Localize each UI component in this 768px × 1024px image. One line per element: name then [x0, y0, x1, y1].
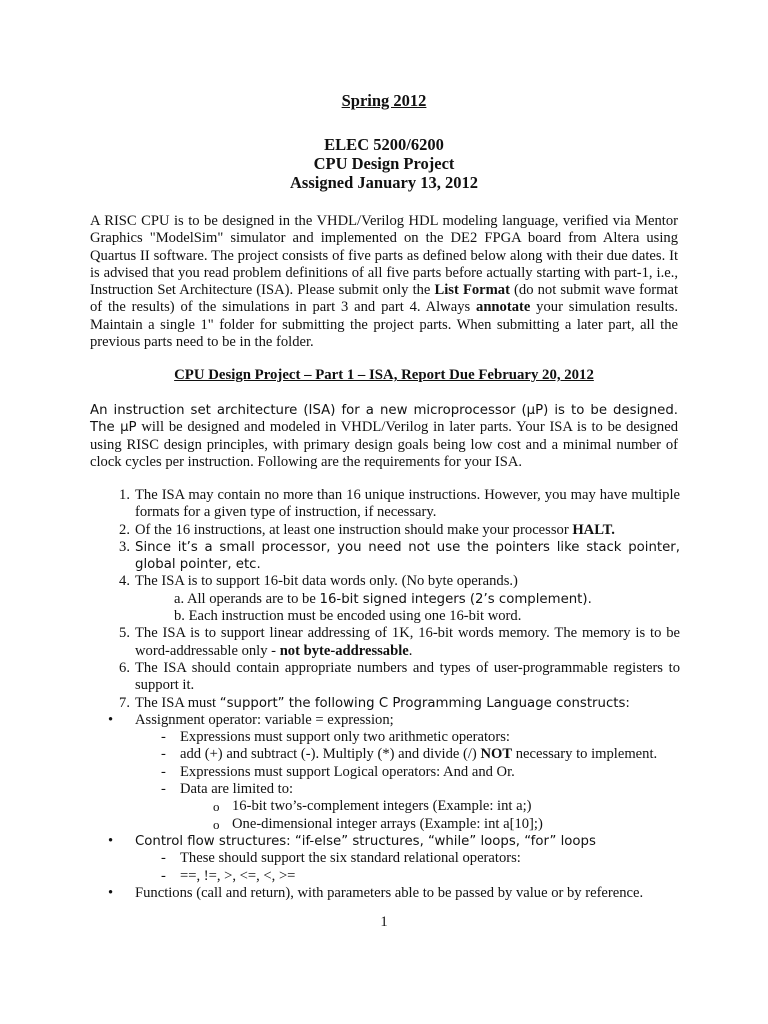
dash-item [161, 746, 680, 763]
sub-item-text: a. All operands are to be [174, 590, 320, 607]
intro-text-3: your simulation results. Maintain a single 1" folder for submitting the project parts. When submitting a later part, all the previous parts need to be in the folder. [90, 299, 678, 351]
circle-bullet-icon: o [213, 816, 220, 832]
dash-text: These should support the six standard relational operators: [180, 850, 521, 867]
assigned-heading: Assigned January 13, 2012 [290, 173, 478, 192]
list-item-text-sans: “support” the following C Programming Language constructs: [219, 695, 630, 711]
intro-bold-annotate: annotate [476, 299, 531, 316]
dash-icon: - [161, 746, 166, 763]
sub-item-text-sans: 16-bit signed integers (2’s complement). [319, 591, 592, 607]
bullet-item [108, 712, 680, 729]
list-item-text: The ISA is to support 16-bit data words only. (No byte operands.) [135, 573, 518, 590]
dash-icon: - [161, 729, 166, 746]
list-number: 6. [119, 659, 130, 676]
list-item-text: The ISA is to support linear addressing of 1K, 16-bit words memory. The memory is to be word-addressable only - [135, 625, 680, 659]
list-item [90, 522, 680, 539]
sub-item-b: b. Each instruction must be encoded using one 16-bit word. [174, 608, 522, 625]
circle-item [213, 798, 680, 815]
circle-text: One-dimensional integer arrays (Example: int a[10];) [232, 815, 543, 832]
isa-text-2: will be designed and modeled in VHDL/Verilog in later parts. Your ISA is to be designed using RISC design principles, with primary design goals being low cost and a minimal number of clock cycles per instruction. Following are the requirements for your ISA. [90, 419, 678, 470]
sub-item-a [174, 591, 680, 608]
list-number: 7. [119, 694, 130, 711]
list-item [90, 625, 680, 660]
dash-item [161, 729, 680, 746]
dash-text: Data are limited to: [180, 781, 294, 798]
list-item [90, 573, 680, 590]
list-item [90, 539, 680, 574]
bullet-icon: • [108, 832, 114, 849]
isa-paragraph [90, 402, 678, 471]
list-item-text: The ISA must [135, 694, 220, 711]
dash-icon: - [161, 781, 166, 798]
requirements-list [90, 487, 680, 902]
dash-text: Expressions must support Logical operators: And and Or. [180, 763, 515, 780]
dash-text-end: necessary to implement. [512, 746, 658, 763]
list-item-text: The ISA should contain appropriate numbers and types of user-programmable registers to support it. [135, 659, 680, 694]
isa-text-1: An instruction set architecture (ISA) for a new microprocessor (μP) is to be designed. The μP [90, 403, 678, 436]
list-item-bold: HALT. [572, 521, 615, 538]
list-item-bold: not byte-addressable [279, 642, 409, 659]
dash-text: Expressions must support only two arithmetic operators: [180, 729, 510, 746]
list-item-text: The ISA may contain no more than 16 unique instructions. However, you may have multiple formats for a given type of instruction, if necessary. [135, 487, 680, 521]
dash-icon: - [161, 763, 166, 780]
section-title: CPU Design Project – Part 1 – ISA, Report Due February 20, 2012 [174, 367, 594, 383]
list-item-text: Of the 16 instructions, at least one instruction should make your processor [135, 521, 573, 538]
intro-text-2: (do not submit wave format of the results) of the simulations in part 3 and part 4. Always [90, 282, 678, 316]
project-heading: CPU Design Project [313, 154, 455, 173]
course-heading: ELEC 5200/6200 [324, 135, 444, 154]
list-number: 3. [119, 538, 130, 555]
bullet-text: Functions (call and return), with parameters able to be passed by value or by reference. [135, 884, 644, 901]
page-number: 1 [380, 914, 388, 930]
dash-icon: - [161, 867, 166, 884]
list-item-text: Since it’s a small processor, you need not use the pointers like stack pointer, global pointer, etc. [135, 539, 680, 573]
dash-item [161, 868, 680, 885]
intro-text-1: A RISC CPU is to be designed in the VHDL/Verilog HDL modeling language, verified via Mentor Graphics "ModelSim" simulator and implemented on the DE2 FPGA board from Altera using Quartus II software. The project consists of five parts as defined below along with their due dates. It is advised that you read problem definitions of all five parts before actually starting with part-1, i.e., Instruction Set Architecture (ISA). Please submit only the [90, 213, 678, 299]
bullet-icon: • [108, 884, 114, 901]
list-number: 1. [119, 487, 130, 503]
list-item [90, 660, 680, 695]
dash-bold: NOT [480, 746, 513, 763]
dash-icon: - [161, 850, 166, 867]
circle-item [213, 816, 680, 833]
dash-item [161, 764, 680, 781]
bullet-item [108, 885, 680, 902]
circle-text: 16-bit two’s-complement integers (Example: int a;) [232, 798, 532, 815]
list-item [90, 695, 680, 712]
bullet-text: Control flow structures: “if-else” structures, “while” loops, “for” loops [135, 833, 596, 849]
list-item [90, 487, 680, 522]
circle-bullet-icon: o [213, 799, 220, 815]
list-number: 2. [119, 521, 130, 538]
intro-bold-list-format: List Format [434, 282, 510, 299]
bullet-icon: • [108, 711, 114, 728]
bullet-text: Assignment operator: variable = expression; [135, 711, 394, 728]
bullet-item [108, 833, 680, 850]
term-heading: Spring 2012 [341, 91, 427, 110]
dash-text: ==, !=, >, <=, <, >= [180, 867, 296, 884]
list-item-end: . [408, 642, 413, 659]
dash-text: add (+) and subtract (-). Multiply (*) and divide (/) [180, 746, 481, 763]
intro-paragraph [90, 213, 678, 351]
list-number: 4. [119, 573, 130, 590]
dash-item [161, 850, 680, 867]
list-number: 5. [119, 625, 130, 642]
dash-item [161, 781, 680, 798]
